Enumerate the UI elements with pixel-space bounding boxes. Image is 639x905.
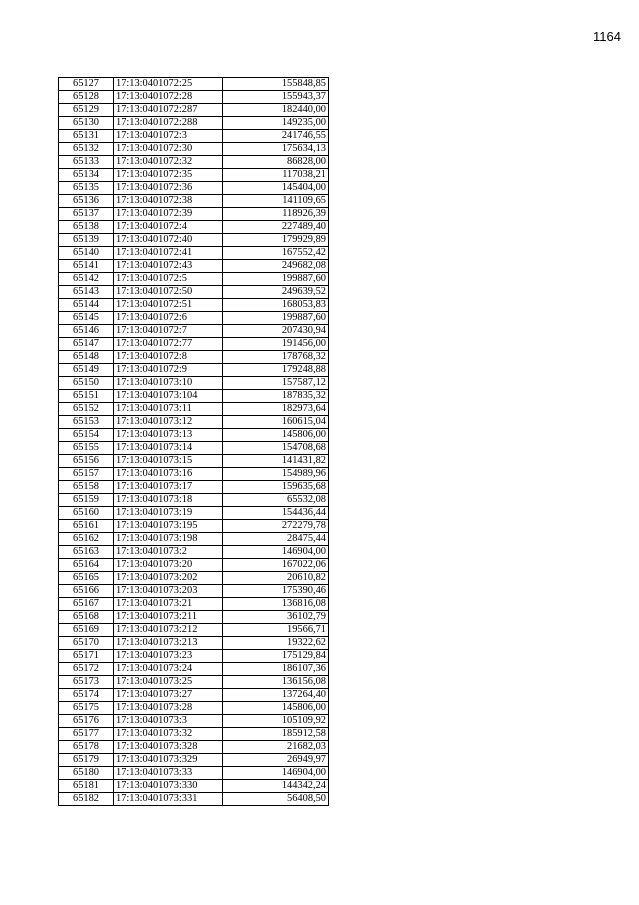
amount-cell: 146904,00 <box>223 546 329 559</box>
cadastral-number-cell: 17:13:0401073:328 <box>114 741 223 754</box>
row-number-cell: 65161 <box>59 520 114 533</box>
amount-cell: 167022,06 <box>223 559 329 572</box>
cadastral-number-cell: 17:13:0401072:4 <box>114 221 223 234</box>
table-row <box>59 611 329 624</box>
cadastral-number-cell: 17:13:0401072:39 <box>114 208 223 221</box>
cadastral-number-cell: 17:13:0401073:24 <box>114 663 223 676</box>
row-number-cell: 65154 <box>59 429 114 442</box>
amount-cell: 145806,00 <box>223 429 329 442</box>
row-number-cell: 65159 <box>59 494 114 507</box>
amount-cell: 141109,65 <box>223 195 329 208</box>
cadastral-number-cell: 17:13:0401072:28 <box>114 91 223 104</box>
cadastral-number-cell: 17:13:0401072:6 <box>114 312 223 325</box>
row-number-cell: 65153 <box>59 416 114 429</box>
row-number-cell: 65135 <box>59 182 114 195</box>
cadastral-number-cell: 17:13:0401072:5 <box>114 273 223 286</box>
table-row <box>59 377 329 390</box>
table-row <box>59 494 329 507</box>
row-number-cell: 65140 <box>59 247 114 260</box>
cadastral-number-cell: 17:13:0401072:43 <box>114 260 223 273</box>
cadastral-number-cell: 17:13:0401073:19 <box>114 507 223 520</box>
table-row <box>59 338 329 351</box>
row-number-cell: 65158 <box>59 481 114 494</box>
cadastral-number-cell: 17:13:0401073:27 <box>114 689 223 702</box>
amount-cell: 117038,21 <box>223 169 329 182</box>
cadastral-number-cell: 17:13:0401072:36 <box>114 182 223 195</box>
amount-cell: 272279,78 <box>223 520 329 533</box>
cadastral-number-cell: 17:13:0401073:195 <box>114 520 223 533</box>
cadastral-number-cell: 17:13:0401073:10 <box>114 377 223 390</box>
row-number-cell: 65182 <box>59 793 114 806</box>
row-number-cell: 65167 <box>59 598 114 611</box>
table-row <box>59 286 329 299</box>
cadastral-number-cell: 17:13:0401072:7 <box>114 325 223 338</box>
row-number-cell: 65151 <box>59 390 114 403</box>
cadastral-number-cell: 17:13:0401073:15 <box>114 455 223 468</box>
table-row <box>59 728 329 741</box>
amount-cell: 145806,00 <box>223 702 329 715</box>
row-number-cell: 65142 <box>59 273 114 286</box>
table-row <box>59 689 329 702</box>
amount-cell: 86828,00 <box>223 156 329 169</box>
amount-cell: 182973,64 <box>223 403 329 416</box>
row-number-cell: 65149 <box>59 364 114 377</box>
row-number-cell: 65152 <box>59 403 114 416</box>
table-row <box>59 208 329 221</box>
row-number-cell: 65128 <box>59 91 114 104</box>
cadastral-number-cell: 17:13:0401072:77 <box>114 338 223 351</box>
amount-cell: 149235,00 <box>223 117 329 130</box>
table-row <box>59 767 329 780</box>
amount-cell: 56408,50 <box>223 793 329 806</box>
table-row <box>59 507 329 520</box>
amount-cell: 19566,71 <box>223 624 329 637</box>
row-number-cell: 65139 <box>59 234 114 247</box>
amount-cell: 155943,37 <box>223 91 329 104</box>
cadastral-number-cell: 17:13:0401072:25 <box>114 78 223 91</box>
row-number-cell: 65164 <box>59 559 114 572</box>
row-number-cell: 65157 <box>59 468 114 481</box>
table-row <box>59 676 329 689</box>
cadastral-number-cell: 17:13:0401073:16 <box>114 468 223 481</box>
table-row <box>59 221 329 234</box>
row-number-cell: 65181 <box>59 780 114 793</box>
row-number-cell: 65160 <box>59 507 114 520</box>
row-number-cell: 65147 <box>59 338 114 351</box>
row-number-cell: 65138 <box>59 221 114 234</box>
table-row <box>59 598 329 611</box>
row-number-cell: 65169 <box>59 624 114 637</box>
table-row <box>59 702 329 715</box>
cadastral-number-cell: 17:13:0401073:17 <box>114 481 223 494</box>
cadastral-number-cell: 17:13:0401073:11 <box>114 403 223 416</box>
table-row <box>59 78 329 91</box>
cadastral-number-cell: 17:13:0401072:288 <box>114 117 223 130</box>
cadastral-number-cell: 17:13:0401073:203 <box>114 585 223 598</box>
table-row <box>59 169 329 182</box>
amount-cell: 199887,60 <box>223 312 329 325</box>
cadastral-number-cell: 17:13:0401073:12 <box>114 416 223 429</box>
amount-cell: 141431,82 <box>223 455 329 468</box>
cadastral-number-cell: 17:13:0401073:2 <box>114 546 223 559</box>
amount-cell: 199887,60 <box>223 273 329 286</box>
row-number-cell: 65133 <box>59 156 114 169</box>
cadastral-number-cell: 17:13:0401073:18 <box>114 494 223 507</box>
amount-cell: 36102,79 <box>223 611 329 624</box>
table-row <box>59 156 329 169</box>
amount-cell: 136816,08 <box>223 598 329 611</box>
cadastral-number-cell: 17:13:0401073:211 <box>114 611 223 624</box>
row-number-cell: 65172 <box>59 663 114 676</box>
cadastral-number-cell: 17:13:0401073:104 <box>114 390 223 403</box>
table-row <box>59 468 329 481</box>
amount-cell: 157587,12 <box>223 377 329 390</box>
row-number-cell: 65168 <box>59 611 114 624</box>
cadastral-number-cell: 17:13:0401072:287 <box>114 104 223 117</box>
row-number-cell: 65165 <box>59 572 114 585</box>
amount-cell: 118926,39 <box>223 208 329 221</box>
table-row <box>59 455 329 468</box>
cadastral-number-cell: 17:13:0401073:33 <box>114 767 223 780</box>
table-row <box>59 325 329 338</box>
cadastral-number-cell: 17:13:0401072:40 <box>114 234 223 247</box>
table-row <box>59 793 329 806</box>
amount-cell: 105109,92 <box>223 715 329 728</box>
amount-cell: 154436,44 <box>223 507 329 520</box>
amount-cell: 178768,32 <box>223 351 329 364</box>
cadastral-number-cell: 17:13:0401073:21 <box>114 598 223 611</box>
row-number-cell: 65177 <box>59 728 114 741</box>
amount-cell: 21682,03 <box>223 741 329 754</box>
amount-cell: 186107,36 <box>223 663 329 676</box>
amount-cell: 227489,40 <box>223 221 329 234</box>
cadastral-number-cell: 17:13:0401073:20 <box>114 559 223 572</box>
table-row <box>59 234 329 247</box>
table-row <box>59 637 329 650</box>
amount-cell: 249639,52 <box>223 286 329 299</box>
table-row <box>59 351 329 364</box>
amount-cell: 191456,00 <box>223 338 329 351</box>
table-row <box>59 403 329 416</box>
row-number-cell: 65130 <box>59 117 114 130</box>
cadastral-number-cell: 17:13:0401073:329 <box>114 754 223 767</box>
cadastral-number-cell: 17:13:0401073:198 <box>114 533 223 546</box>
registry-table-body <box>59 78 329 806</box>
page-number: 1164 <box>593 29 621 44</box>
table-row <box>59 546 329 559</box>
table-row <box>59 754 329 767</box>
row-number-cell: 65141 <box>59 260 114 273</box>
amount-cell: 179929,89 <box>223 234 329 247</box>
table-row <box>59 117 329 130</box>
table-row <box>59 247 329 260</box>
row-number-cell: 65171 <box>59 650 114 663</box>
amount-cell: 182440,00 <box>223 104 329 117</box>
cadastral-number-cell: 17:13:0401072:30 <box>114 143 223 156</box>
row-number-cell: 65127 <box>59 78 114 91</box>
table-row <box>59 481 329 494</box>
cadastral-number-cell: 17:13:0401073:25 <box>114 676 223 689</box>
amount-cell: 146904,00 <box>223 767 329 780</box>
row-number-cell: 65134 <box>59 169 114 182</box>
table-row <box>59 416 329 429</box>
table-row <box>59 273 329 286</box>
row-number-cell: 65175 <box>59 702 114 715</box>
table-row <box>59 104 329 117</box>
table-row <box>59 624 329 637</box>
amount-cell: 168053,83 <box>223 299 329 312</box>
cadastral-number-cell: 17:13:0401073:23 <box>114 650 223 663</box>
cadastral-number-cell: 17:13:0401072:9 <box>114 364 223 377</box>
amount-cell: 136156,08 <box>223 676 329 689</box>
amount-cell: 145404,00 <box>223 182 329 195</box>
amount-cell: 175634,13 <box>223 143 329 156</box>
cadastral-number-cell: 17:13:0401073:202 <box>114 572 223 585</box>
cadastral-number-cell: 17:13:0401073:28 <box>114 702 223 715</box>
cadastral-number-cell: 17:13:0401072:51 <box>114 299 223 312</box>
row-number-cell: 65144 <box>59 299 114 312</box>
table-row <box>59 715 329 728</box>
table-row <box>59 195 329 208</box>
table-row <box>59 299 329 312</box>
table-row <box>59 585 329 598</box>
row-number-cell: 65156 <box>59 455 114 468</box>
table-row <box>59 130 329 143</box>
amount-cell: 65532,08 <box>223 494 329 507</box>
row-number-cell: 65170 <box>59 637 114 650</box>
cadastral-number-cell: 17:13:0401072:8 <box>114 351 223 364</box>
cadastral-number-cell: 17:13:0401073:13 <box>114 429 223 442</box>
amount-cell: 159635,68 <box>223 481 329 494</box>
amount-cell: 28475,44 <box>223 533 329 546</box>
row-number-cell: 65173 <box>59 676 114 689</box>
row-number-cell: 65150 <box>59 377 114 390</box>
row-number-cell: 65129 <box>59 104 114 117</box>
table-row <box>59 390 329 403</box>
row-number-cell: 65155 <box>59 442 114 455</box>
table-row <box>59 312 329 325</box>
row-number-cell: 65145 <box>59 312 114 325</box>
table-row <box>59 520 329 533</box>
cadastral-number-cell: 17:13:0401073:212 <box>114 624 223 637</box>
table-row <box>59 442 329 455</box>
table-row <box>59 663 329 676</box>
amount-cell: 20610,82 <box>223 572 329 585</box>
row-number-cell: 65143 <box>59 286 114 299</box>
table-row <box>59 429 329 442</box>
table-row <box>59 533 329 546</box>
amount-cell: 241746,55 <box>223 130 329 143</box>
amount-cell: 154708,68 <box>223 442 329 455</box>
row-number-cell: 65162 <box>59 533 114 546</box>
amount-cell: 19322,62 <box>223 637 329 650</box>
cadastral-number-cell: 17:13:0401073:32 <box>114 728 223 741</box>
row-number-cell: 65148 <box>59 351 114 364</box>
row-number-cell: 65179 <box>59 754 114 767</box>
row-number-cell: 65136 <box>59 195 114 208</box>
amount-cell: 26949,97 <box>223 754 329 767</box>
table-row <box>59 182 329 195</box>
cadastral-number-cell: 17:13:0401072:50 <box>114 286 223 299</box>
cadastral-number-cell: 17:13:0401072:41 <box>114 247 223 260</box>
cadastral-number-cell: 17:13:0401072:32 <box>114 156 223 169</box>
amount-cell: 175390,46 <box>223 585 329 598</box>
amount-cell: 155848,85 <box>223 78 329 91</box>
cadastral-number-cell: 17:13:0401073:213 <box>114 637 223 650</box>
row-number-cell: 65137 <box>59 208 114 221</box>
row-number-cell: 65176 <box>59 715 114 728</box>
amount-cell: 175129,84 <box>223 650 329 663</box>
table-row <box>59 143 329 156</box>
row-number-cell: 65131 <box>59 130 114 143</box>
row-number-cell: 65180 <box>59 767 114 780</box>
amount-cell: 179248,88 <box>223 364 329 377</box>
registry-table <box>58 77 329 806</box>
cadastral-number-cell: 17:13:0401073:14 <box>114 442 223 455</box>
cadastral-number-cell: 17:13:0401072:38 <box>114 195 223 208</box>
amount-cell: 207430,94 <box>223 325 329 338</box>
cadastral-number-cell: 17:13:0401073:330 <box>114 780 223 793</box>
row-number-cell: 65178 <box>59 741 114 754</box>
cadastral-number-cell: 17:13:0401072:3 <box>114 130 223 143</box>
cadastral-number-cell: 17:13:0401073:3 <box>114 715 223 728</box>
amount-cell: 154989,96 <box>223 468 329 481</box>
table-row <box>59 741 329 754</box>
amount-cell: 185912,58 <box>223 728 329 741</box>
row-number-cell: 65146 <box>59 325 114 338</box>
amount-cell: 187835,32 <box>223 390 329 403</box>
table-row <box>59 650 329 663</box>
cadastral-number-cell: 17:13:0401072:35 <box>114 169 223 182</box>
table-row <box>59 260 329 273</box>
table-row <box>59 91 329 104</box>
row-number-cell: 65132 <box>59 143 114 156</box>
table-row <box>59 559 329 572</box>
amount-cell: 249682,08 <box>223 260 329 273</box>
amount-cell: 144342,24 <box>223 780 329 793</box>
row-number-cell: 65166 <box>59 585 114 598</box>
table-row <box>59 780 329 793</box>
cadastral-number-cell: 17:13:0401073:331 <box>114 793 223 806</box>
amount-cell: 167552,42 <box>223 247 329 260</box>
row-number-cell: 65163 <box>59 546 114 559</box>
table-row <box>59 364 329 377</box>
amount-cell: 137264,40 <box>223 689 329 702</box>
amount-cell: 160615,04 <box>223 416 329 429</box>
row-number-cell: 65174 <box>59 689 114 702</box>
table-row <box>59 572 329 585</box>
